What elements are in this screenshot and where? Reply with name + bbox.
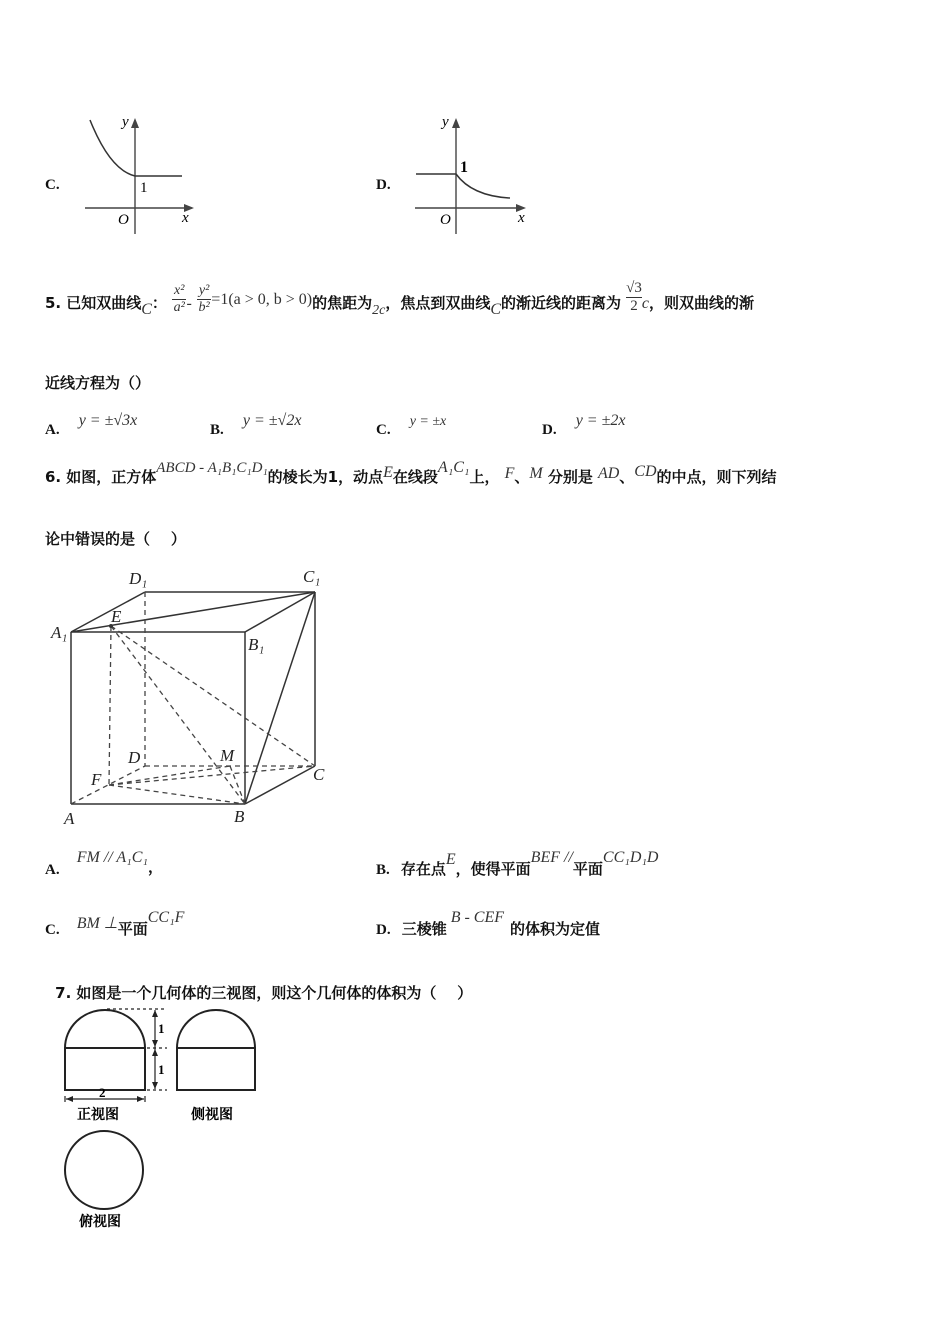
q5-option-a: A. y = ±√3x <box>45 412 138 438</box>
q5-line-1 <box>45 280 755 321</box>
q5-text-5: ，则双曲线的渐 <box>649 294 755 312</box>
label-c1: C₁ <box>303 567 321 586</box>
q5-minus: - <box>186 295 192 312</box>
label-a: A <box>64 809 75 828</box>
graph-d-tick: 1 <box>460 159 468 176</box>
label-d1: D₁ <box>129 569 148 588</box>
q5-frac-dist: $\frac{√3}{2}$ <box>626 280 642 314</box>
q5-frac-x: $\frac{\text{x²}}{\text{a²}}$ <box>173 283 185 315</box>
q5-line-2: 近线方程为（） <box>45 374 151 392</box>
dim-2: 2 <box>99 1085 106 1100</box>
option-c-label: C. <box>45 177 60 193</box>
q6-option-d: D. 三棱锥B - CEF的体积为定值 <box>376 909 601 938</box>
q5-number: 5. <box>45 294 62 312</box>
graph-c-x-label: x <box>182 210 189 226</box>
q5-text-2: 的焦距为 <box>312 294 373 312</box>
label-a1: A₁ <box>51 623 68 642</box>
graph-c-origin: O <box>118 212 129 228</box>
front-view-label: 正视图 <box>77 1108 119 1123</box>
q6-option-b: B. 存在点E，使得平面BEF //平面CC₁D₁D <box>376 849 659 878</box>
graph-c <box>80 112 210 237</box>
option-d-label: D. <box>376 177 391 193</box>
q5-text-4: 的渐近线的距离为 <box>501 294 622 312</box>
q5-frac-y: $\frac{\text{y²}}{\text{b²}}$ <box>198 283 210 315</box>
graph-d-y-label: y <box>442 114 449 130</box>
q6-option-a: A. FM // A₁C₁， <box>45 849 163 878</box>
q5-curve-2: C <box>490 301 502 318</box>
dim-1-bottom: 1 <box>158 1062 165 1077</box>
three-views-figure <box>55 1000 285 1235</box>
q6-option-c: C. BM ⊥平面CC₁F <box>45 909 185 938</box>
q5-focal: 2c <box>372 303 386 318</box>
q5-dist-c: c <box>641 295 649 312</box>
q5-colon: ： <box>151 294 167 312</box>
label-m: M <box>220 746 235 765</box>
q7-line-1: 7. 如图是一个几何体的三视图，则这个几何体的体积为（ ） <box>55 984 473 1002</box>
cube-figure <box>45 560 345 830</box>
q6-line-1: 6. 如图，正方体ABCD - A₁B₁C₁D₁的棱长为1，动点E在线段A₁C₁上， F、M 分别是 AD、CD的中点，则下列结 <box>45 459 777 486</box>
label-e: E <box>111 607 122 626</box>
side-view-label: 侧视图 <box>191 1108 233 1123</box>
label-b1: B₁ <box>248 635 265 654</box>
top-view-label: 俯视图 <box>79 1215 121 1230</box>
label-b: B <box>234 807 245 826</box>
graph-d-x-label: x <box>518 210 525 226</box>
q5-option-b: B. y = ±√2x <box>210 412 302 438</box>
graph-c-y-label: y <box>122 114 129 130</box>
q5-option-c: C. y = ±x <box>376 414 447 438</box>
label-f: F <box>91 770 102 789</box>
q5-text-1: 已知双曲线 <box>66 294 142 312</box>
graph-c-tick: 1 <box>140 180 148 196</box>
graph-d <box>410 112 540 237</box>
label-c: C <box>313 765 325 784</box>
dim-1-top: 1 <box>158 1021 165 1036</box>
label-d: D <box>128 748 141 767</box>
graph-d-origin: O <box>440 212 451 228</box>
q5-curve: C <box>141 301 152 318</box>
q5-option-d: D. y = ±2x <box>542 412 626 438</box>
q5-eq-rhs: =1(a > 0, b > 0) <box>211 291 313 308</box>
q5-text-3: ，焦点到双曲线 <box>385 294 491 312</box>
q6-line-2: 论中错误的是（ ） <box>45 530 186 548</box>
